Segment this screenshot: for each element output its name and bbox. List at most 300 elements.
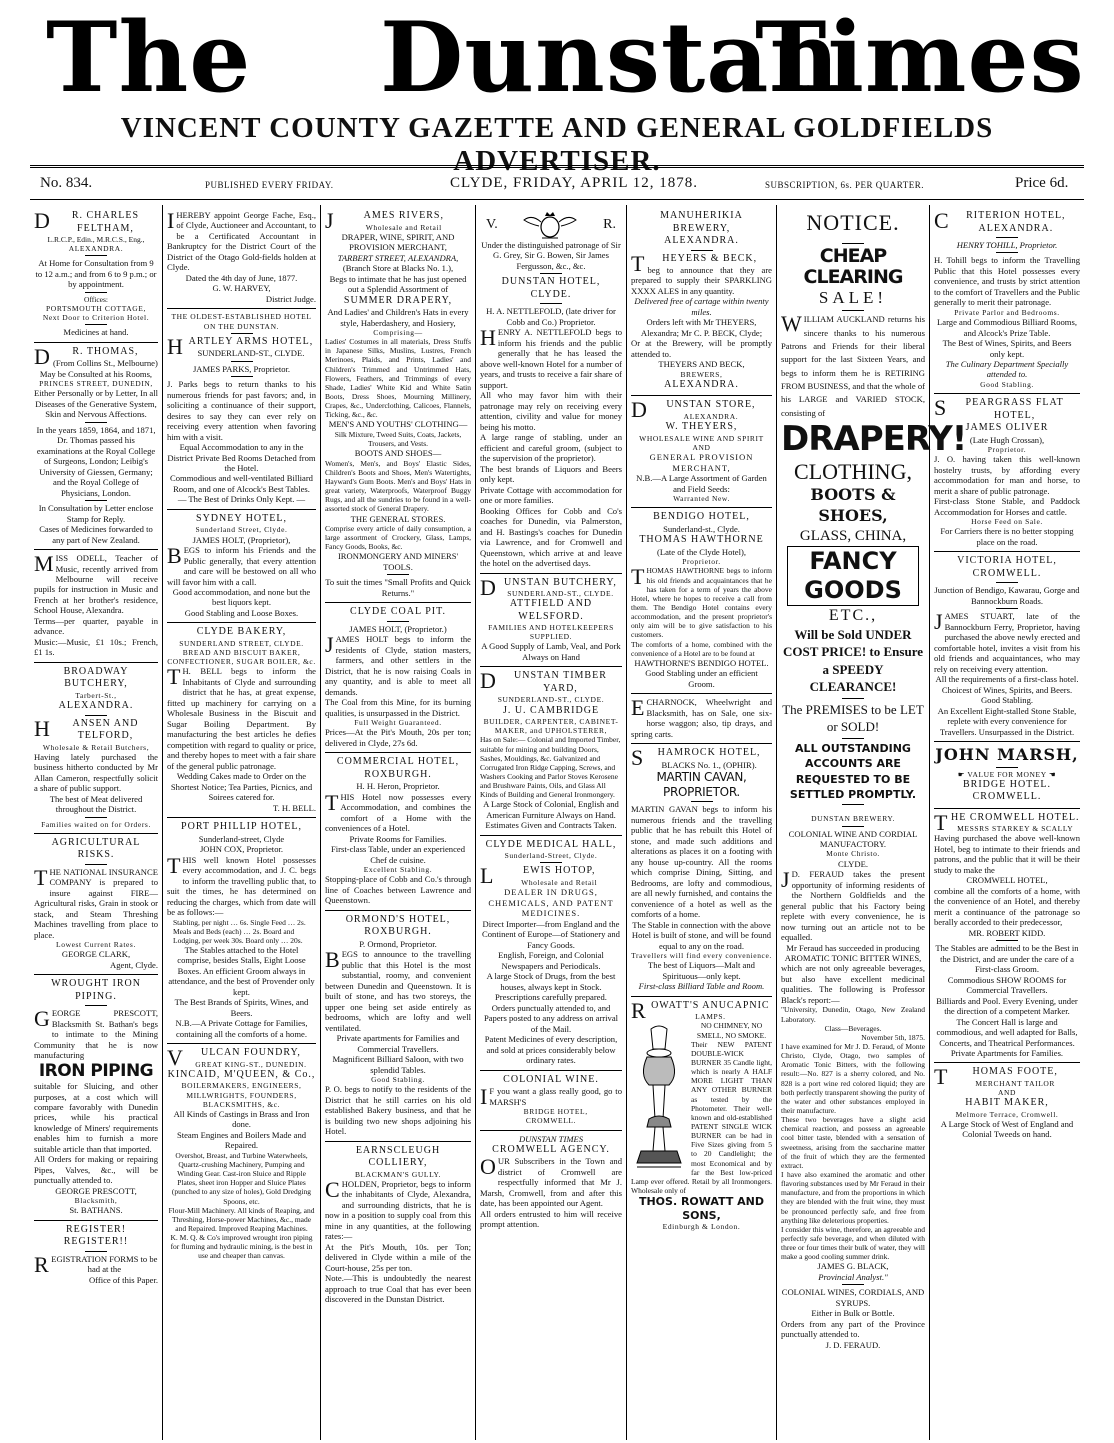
ad-text: Sunderland Street, Clyde. <box>195 525 288 535</box>
ad-text: Travellers will find every convenience. <box>631 951 772 961</box>
ad-feraud <box>781 811 925 1354</box>
ad-text: ILLIAM AUCKLAND returns his sincere thanks to his numerous Patrons and Friends for their liberal support for the last Sixteen Years, and begs to inform them he is RETIRING FROM BUSINESS, and that the whole of his LARGE and VARIED STOCK, consisting of <box>781 314 925 418</box>
ad-heading: DUNSTAN BREWERY. <box>811 814 895 824</box>
ad-text: PRINCES STREET, DUNEDIN, <box>39 379 153 389</box>
ad-text: GENERAL PROVISION MERCHANT, <box>649 451 754 473</box>
ad-text: Prices—At the Pit's Mouth, 20s per ton; delivered in Clyde, 27s 6d. <box>325 727 471 748</box>
ad-text: Proprietor. <box>987 445 1027 455</box>
ad-text: Stopping-place of Cobb and Co.'s through line of Coaches between Lawrence and Queenstown. <box>325 874 471 906</box>
ad-text: HEREBY appoint George Fache, Esq., of Clyde, Auctioneer and Accountant, to be a Certificated Accountant in Bankruptcy for the District Court of the District of the Otago Gold-fields holden at Clyde. <box>167 210 316 273</box>
ad-text: Orders punctually attended to, and Papers posted to any address on arrival of the Mail. <box>483 1002 619 1034</box>
ad-text: Offices: <box>83 294 109 304</box>
ad-text: Excellent Stabling. <box>363 865 433 875</box>
ad-text: EGS to inform his Friends and the Public generally, that every attention and care will be bestowed on all who will favor him with a call. <box>167 545 316 587</box>
ad-text: ROXBURGH. <box>364 768 432 780</box>
ad-text: GEORGE CLARK, <box>61 949 131 960</box>
ad-text: Mr Feraud has succeeded in producing <box>786 942 920 953</box>
ad-text: CROMWELL. <box>972 567 1042 579</box>
ad-ormonds-hotel <box>325 911 471 1142</box>
ad-text: Women's, Men's, and Boys' Elastic Sides, Children's Boots and Shoes, Men's Watertights, Hayward's Gum Boots. Men's and Boys' Hats in great variety, Waterproofs, Waterproof Buggy Rugs, and all the sundries to be found in a well-assorted stock of General Drapery. <box>325 458 471 514</box>
column-1 <box>30 205 162 1440</box>
ad-heading: BROADWAY BUTCHERY, <box>63 665 129 690</box>
ad-text: MEN'S AND YOUTHS' CLOTHING— <box>328 419 468 430</box>
ad-text: Overshot, Breast, and Turbine Waterwheels, Quartz-crushing Machinery, Pumping and Winding Gear. Cast-iron Sluice and Ripple Plates, sheet iron Hopper and Sluice Plates (punched to any size of holes), Gold Dredging Spoons, etc. <box>171 1150 312 1206</box>
etc-heading: ETC., <box>828 607 878 625</box>
ad-james-rivers <box>325 207 471 603</box>
ad-text: The Concert Hall is large and commodious, and well adapted for Balls, Concerts, and Theatrical Performances. <box>936 1016 1078 1048</box>
ad-text: ALEXANDRA. <box>978 222 1054 234</box>
ad-text: Patent Medicines of every description, and sold at prices considerably below ordinary rates. <box>484 1034 618 1066</box>
ad-text: St. BATHANS. <box>69 1205 123 1216</box>
ad-text: A large range of stabling, under an efficient and careful groom, (subject to the supervision of the proprietor). <box>480 432 622 464</box>
ad-text: GEORGE PRESCOTT, <box>55 1185 137 1196</box>
ad-text: (From Collins St., Melbourne) <box>53 358 158 369</box>
ad-text: JAMES PARKS, Proprietor. <box>192 363 291 374</box>
ad-text: Silk Mixture, Tweed Suits, Coats, Jackets, Trousers, and Vests. <box>334 429 462 449</box>
ad-medical-hall <box>480 836 622 1071</box>
drop-cap: J <box>934 609 943 635</box>
ad-text: SUNDERLAND-ST., CLYDE. <box>497 695 605 705</box>
ad-text: EGISTRATION FORMS to be had at the <box>51 1253 158 1275</box>
ad-text: T. H. BELL. <box>272 802 316 813</box>
column-6 <box>776 205 967 1440</box>
ad-victoria-hotel <box>934 552 1080 742</box>
ad-text: HABIT MAKER, <box>965 1097 1049 1109</box>
cheap-clearing-heading: CHEAP CLEARING <box>803 244 903 288</box>
ad-text: Good Stabling. <box>371 1075 425 1085</box>
ad-rowatt-lamps <box>631 997 772 1235</box>
ad-text: W. THEYERS, <box>665 421 738 433</box>
ad-text: Their NEW PATENT DOUBLE-WICK BURNER 35 Candle light, which is nearly A HALF MORE LIGHT THAN ANY OTHER BURNER as tested by the Photometer. Their well-known and old-established PATENT SINGLE WICK BURNER can be had in Five Sizes giving from 5 to 20 Candlelight; the most Economical and by far the Best low-priced Lamp ever offered. Retail by all Ironmongers. Wholesale only of <box>631 1039 772 1195</box>
ad-text: JAMES G. BLACK, <box>817 1261 889 1272</box>
boots-heading: BOOTS & SHOES, <box>810 485 896 526</box>
drop-cap: T <box>934 809 949 835</box>
ad-text: In Consultation by Letter enclose Stamp for Reply. <box>38 503 154 524</box>
ad-text: K. M. Q. & Co's improved wrought iron piping for fluming and hydraulic mining, is the best in use and cheaper than canvas. <box>170 1233 313 1261</box>
ad-text: KINCAID, M'QUEEN, & Co., <box>167 1068 316 1080</box>
ad-text: MESSRS STARKEY & SCALLY <box>957 824 1074 834</box>
ad-text: HIS Hotel now possesses every Accommodation, and combines the comfort of a Home with the conveniences of a Hotel. <box>325 791 471 834</box>
ad-timber-yard <box>480 667 622 835</box>
masthead-title-the: The <box>46 1 252 114</box>
ad-text: ALEXANDRA. <box>58 700 134 712</box>
drop-cap: J <box>325 208 335 233</box>
ad-text: All orders entrusted to him will receive prompt attention. <box>480 1208 622 1230</box>
ad-display-heading: THOS. ROWATT AND SONS, <box>638 1195 765 1222</box>
ad-text: All Kinds of Castings in Brass and Iron done. <box>173 1108 310 1130</box>
ad-john-marsh <box>934 742 1080 809</box>
ad-text: Tarbert-St., <box>75 690 117 700</box>
drop-cap: J <box>781 867 790 893</box>
ad-text: BREWERS, <box>680 369 723 379</box>
drop-cap: R <box>34 1251 49 1277</box>
ad-text: Private Apartments for Families. <box>950 1048 1064 1058</box>
ad-text: UR Subscribers in the Town and district of Cromwell are respectfully informed that Mr J. Marsh, Cromwell, from and after this date, has been appointed our Agent. <box>480 1156 622 1209</box>
sale-heading: SALE! <box>818 287 888 307</box>
vr-right: R. <box>603 217 616 233</box>
ad-charnock <box>631 694 772 744</box>
drop-cap: L <box>480 863 495 889</box>
drop-cap: E <box>631 695 645 721</box>
ad-text: Medicines at hand. <box>63 327 129 338</box>
drop-cap: T <box>934 1064 949 1090</box>
ad-text: Office of this Paper. <box>88 1274 158 1285</box>
ad-text: May be Consulted at his Rooms, <box>39 368 153 379</box>
ad-text: District Judge. <box>265 293 316 304</box>
ad-heading: VICTORIA HOTEL, <box>957 555 1057 567</box>
ad-text: Melmore Terrace, Cromwell. <box>955 1109 1059 1119</box>
drop-cap: T <box>34 864 48 890</box>
ad-text: (Late of the Clyde Hotel), <box>656 546 746 557</box>
drop-cap: T <box>325 789 339 815</box>
drop-cap: C <box>325 1176 340 1202</box>
ad-text: ALEXANDRA. <box>68 244 124 254</box>
ad-text: Sunderland-st., Clyde. <box>663 523 740 534</box>
ad-text: Music:—Music, £1 10s.; French, £1 1s. <box>34 636 158 658</box>
ad-text: AND <box>997 1088 1017 1098</box>
ad-text: BUILDER, CARPENTER, CABINET-MAKER, and UPHOLSTERER, <box>483 717 619 736</box>
ad-text: Billiards and Pool. Every Evening, under the direction of a competent Marker. <box>936 995 1078 1017</box>
ad-text: CLYDE. <box>838 858 868 869</box>
column-4 <box>475 205 626 1440</box>
ad-text: The Coal from this Mine, for its burning qualities, is unsurpassed in the District. <box>325 697 471 718</box>
ad-text: THE OLDEST-ESTABLISHED HOTEL ON THE DUNSTAN. <box>171 312 312 331</box>
ad-text: Equal Accommodation to any in the District Private Bed Rooms Detached from the Hotel. <box>167 442 316 473</box>
masthead-title-times: Times <box>755 1 1085 114</box>
ad-text: I have also examined the aromatic and other flavoring substances used by Mr Feraud in their manufacture, and from the proportions in which they are blended with the fruit wine, they must be pronounced perfectly safe, and free from anything like deleterious properties. <box>781 1169 925 1225</box>
drop-cap: T <box>631 564 645 590</box>
ad-text: Flour-Mill Machinery. All kinds of Reaping, and Threshing, Horse-power Machines, &c., made and Repaired. Improved Reaping Machines. <box>168 1205 315 1233</box>
ad-text: which are not only agreeable beverages, but also have excellent medicinal qualities. The following is Professor Black's report:— <box>781 963 925 1005</box>
ad-text: IRONMONGERY AND MINERS' TOOLS. <box>337 551 459 572</box>
ad-heading: HE CROMWELL HOTEL. <box>951 811 1080 823</box>
ad-text: ALEXANDRA. <box>683 411 739 421</box>
ad-text: P. O. begs to notify to the residents of the District that he still carries on his old established Bakery business, and that he is building two new shops adjoining his Hotel. <box>325 1084 471 1137</box>
ad-hartley-arms <box>167 309 316 510</box>
ad-text: The best of Liquors—Malt and Spirituous—only kept. <box>648 960 755 981</box>
ad-bendigo-hotel <box>631 508 772 694</box>
drop-cap: D <box>631 397 648 423</box>
pointing-hand-icon: ☛ <box>957 769 968 779</box>
ad-text: Direct Importer—from England and the Continent of Europe—of Stationery and Fancy Goods. <box>482 918 620 950</box>
ad-text: JAMES OLIVER <box>965 422 1049 434</box>
ad-text: Wholesale and Retail <box>365 222 442 232</box>
ad-cromwell-hotel <box>934 809 1080 1064</box>
ad-text: The Culinary Department Specially attended to. <box>945 358 1069 380</box>
ad-text: H. Tohill begs to inform the Travelling Public that this Hotel possesses every convenience, and trusts by strict attention to the comfort of Travellers and the Public generally to merit their patronage. <box>934 255 1080 308</box>
ad-text: Good Stabling. <box>980 379 1034 389</box>
ad-feltham <box>34 207 158 343</box>
ad-text: Edinburgh & London. <box>662 1221 741 1231</box>
ad-text: Horse Feed on Sale. <box>971 517 1043 527</box>
ad-text: DRAPER, WINE, SPIRIT, AND PROVISION MERCHANT, <box>341 231 455 253</box>
ad-text: Ladies' Costumes in all materials, Dress Stuffs in Japanese Silks, Muslins, Lustres, French Merinoes, Plaids, and Prints, Ladies' and Children's Trimmed and Untrimmed Hats, Flowers, Feathers, and Trimmings of every Shade, Ladies' White Kid and White Satin Boots, Dress Shoes, Mourning Millinery, Crapes, &c., Underclothing, Calicoes, Flannels, Ticking, &c., &c. <box>325 337 471 420</box>
ad-text: J. U. CAMBRIDGE <box>502 704 600 716</box>
clothing-heading: CLOTHING, <box>794 458 912 484</box>
ad-heading: HEYERS & BECK, <box>662 252 758 264</box>
drop-cap: O <box>480 1154 496 1180</box>
ad-text: The Stables attached to the Hotel comprise, besides Stalls, Eight Loose Boxes. An efficient Groom always in attendance, and the best of Provender only kept. <box>168 944 315 997</box>
ad-text: BOOTS AND SHOES— <box>354 448 442 459</box>
ad-text: Either in Bulk or Bottle. <box>811 1308 895 1319</box>
ad-text: L.R.C.P., Edin., M.R.C.S., Eng., <box>47 235 145 244</box>
ad-heading: UNSTAN BUTCHERY, <box>504 576 617 588</box>
ad-earnscleugh <box>325 1142 471 1309</box>
premises-heading: The PREMISES to be LET or SOLD! <box>782 701 924 735</box>
ad-heading: PORT PHILLIP HOTEL, <box>181 821 302 833</box>
ad-text: HAWTHORNE'S BENDIGO HOTEL. <box>634 657 769 668</box>
drapery-heading: DRAPERY! <box>781 418 967 459</box>
ad-text: suitable for Sluicing, and other purposes, at a cost which will compare favorably with Dunedin prices, while his practical knowledge of Miners' requirements enables him to furnish a more suitable article than that imported. <box>34 1081 158 1154</box>
ad-text: FAMILIES AND HOTELKEEPERS SUPPLIED. <box>488 623 614 642</box>
ad-text: Estimates Given and Contracts Taken. <box>485 820 617 831</box>
ad-text: Monte Christo. <box>826 849 880 859</box>
ad-text: HOMAS HAWTHORNE begs to inform his old friends and acquaintances that he has taken for a term of years the above Hotel, where he hopes to receive a call from them. The Bendigo Hotel contains every accommodation, and the present proprietor's only aim will be to give satisfaction to his customers. <box>631 566 772 640</box>
ad-display-heading: IRON PIPING <box>38 1060 154 1081</box>
ad-text: THE GENERAL STORES. <box>350 513 446 524</box>
ad-heading: AMES RIVERS, <box>363 210 444 221</box>
drop-cap: D <box>480 668 497 694</box>
ad-clearing-sale <box>781 207 967 811</box>
ad-text: Comprising— <box>373 328 423 338</box>
subscription-note: SUBSCRIPTION, 6s. PER QUARTER. <box>765 180 924 190</box>
ad-text: BRIDGE HOTEL. <box>963 778 1051 790</box>
ad-text: CROMWELL HOTEL, <box>966 875 1048 886</box>
ad-text: A Large Stock of Colonial, English and American Furniture Always on Hand. <box>483 799 619 820</box>
ad-text: Families waited on for Orders. <box>41 819 151 829</box>
ad-text: J. Parks begs to return thanks to his numerous friends for past favors; and, in soliciting a continuance of their support, desires to say they can ever rely on receiving every attention when favoring him with a visit. <box>167 379 316 442</box>
ad-heading: HOMAS FOOTE, <box>972 1066 1058 1078</box>
ad-text: JOHN COX, Proprietor. <box>199 844 284 855</box>
ad-text: The best brands of Liquors and Beers only kept. <box>480 463 622 485</box>
column-7 <box>929 205 1084 1440</box>
ad-heading: RITERION HOTEL, <box>966 210 1066 221</box>
ad-text: I consider this wine, therefore, an agreeable and perfectly safe beverage, and when diluted with three or four times their bulk of water, they will make a good cooling summer drink. <box>781 1224 925 1262</box>
ad-heading: REGISTER! REGISTER!! <box>63 1223 129 1248</box>
ad-text: SUNDERLAND-ST., CLYDE. <box>197 348 305 359</box>
drop-cap: M <box>34 551 54 577</box>
ad-text: Magnificent Billiard Saloon, with two splendid Tables. <box>332 1054 464 1075</box>
ad-text: Note.—This is undoubtedly the nearest approach to true Coal that has ever been discovered in the Dunstan District. <box>325 1273 471 1305</box>
issue-number: No. 834. <box>40 175 93 191</box>
ad-text: (Branch Store at Blacks No. 1.), <box>342 263 454 274</box>
ad-text: Sunderland-Street, Clyde. <box>504 851 598 861</box>
drop-cap: C <box>934 208 950 233</box>
ad-text: GREAT KING-ST., DUNEDIN. <box>195 1059 307 1069</box>
ad-colonial-wine <box>480 1071 622 1131</box>
ad-text: P. Ormond, Proprietor. <box>359 938 437 949</box>
ad-text: H. BELL begs to inform the Inhabitants of Clyde and surrounding district that he has, at great expense, fitted up machinery for carrying on a Wholesale Business in the Biscuit and Sugar Boiling Department. By manufacturing the best articles he defies competition with regard to quality or price, and thereby hopes to meet with a fair share of the general public patronage. <box>167 666 316 771</box>
ad-heading: OWATT'S ANUCAPNIC <box>651 999 770 1011</box>
ad-text: WHOLESALE WINE AND SPIRIT <box>639 433 764 443</box>
ad-text: BOILERMAKERS, ENGINEERS, MILLWRIGHTS, FOUNDERS, BLACKSMITHS, &c. <box>181 1081 302 1109</box>
ad-heading: CLYDE BAKERY, <box>196 626 287 638</box>
ad-text: All Orders for making or repairing Pipes, Valves, &c., will be punctually attended to. <box>34 1154 158 1186</box>
ad-text: Commodious and well-ventilated Billiard Room, and one of Alcock's Best Tables. <box>170 473 313 494</box>
ad-heading: MANUHERIKIA BREWERY, <box>660 210 743 234</box>
ad-heading: ARTLEY ARMS HOTEL, <box>188 335 314 347</box>
ad-heading: PEARGRASS FLAT HOTEL, <box>965 397 1064 421</box>
ad-text: Agent, Clyde. <box>110 959 158 970</box>
ad-text: ALEXANDRA. <box>664 235 739 246</box>
ad-heading: ANSEN AND TELFORD, <box>72 717 139 742</box>
oil-lamp-icon <box>631 1023 687 1173</box>
ad-text: H. H. Heron, Proprietor. <box>356 781 440 792</box>
ad-text: The comforts of a home, combined with the convenience of a Hotel are to be found at <box>631 639 772 658</box>
ad-heading: DUNSTAN HOTEL, CLYDE. <box>501 276 601 300</box>
ad-text: All the requirements of a first-class hotel. <box>935 674 1079 685</box>
ad-heading: R. THOMAS, <box>72 345 139 357</box>
ad-text: ALEXANDRA. <box>664 378 739 390</box>
ad-text: ATTFIELD AND WELSFORD. <box>509 598 593 622</box>
ad-text: AMES HOLT begs to inform the residents of Clyde, station masters, farmers, and other settlers in the District, that he is now raising Coals in any quantity, and is able to meet all demands. <box>325 634 471 697</box>
ad-heading: ULCAN FOUNDRY, <box>200 1047 301 1059</box>
drop-cap: H <box>34 715 51 741</box>
ad-heading: ORMOND'S HOTEL, <box>345 913 451 925</box>
drop-cap: B <box>167 543 182 569</box>
ad-text: Either Personally or by Letter, In all Diseases of the Generative System, Skin and Nervous Affections. <box>34 388 158 420</box>
ad-text: Choicest of Wines, Spirits, and Beers. Good Stabling. <box>941 684 1073 706</box>
glass-heading: GLASS, CHINA, <box>799 527 907 544</box>
ad-text: BLACKMAN'S GULLY. <box>354 1169 442 1179</box>
ad-text: An Excellent Eight-stalled Stone Stable, replete with every convenience for Travellers. Unsurpassed in the District. <box>937 705 1077 737</box>
ad-text: AMES STUART, late of the Bannockburn Ferry, Proprietor, having purchased the above newly erected and comfortable hotel, invites a visit from his old friends and acquaintances, who may rely on receiving every attention. <box>934 611 1080 674</box>
ad-heading: COLONIAL WINE. <box>503 1073 599 1085</box>
ad-text: Comprise every article of daily consumption, a large assortment of Crockery, Glass, Lamps, Fancy Goods, Books, &c. <box>325 524 471 552</box>
ad-text: HENRY TOHILL, Proprietor. <box>956 240 1058 250</box>
column-3 <box>320 205 475 1440</box>
ad-text: HE NATIONAL INSURANCE COMPANY is prepared to insure against FIRE—Agricultural risks, Grain in stook or stack, and Steam Threshing Machines travelling from place to place. <box>34 866 158 940</box>
published-note: PUBLISHED EVERY FRIDAY. <box>205 180 334 190</box>
ad-text: These two beverages have a slight acid chemical reaction, and possess an agreeable cool bitter taste, blended with a sensation of sweetness, arising from the saccharine matter of the fruit of which they are the fermented extract. <box>781 1115 925 1170</box>
ad-sydney-hotel <box>167 510 316 624</box>
ad-text: A Large Stock of West of England and Colonial Tweeds on hand. <box>940 1118 1074 1140</box>
ad-text: Wholesale & Retail Butchers, <box>42 742 150 752</box>
price: Price 6d. <box>1015 175 1069 191</box>
ad-text: MERCHANT TAILOR <box>975 1078 1056 1088</box>
ad-text: Private Rooms for Families. <box>349 833 447 844</box>
ad-miss-odell <box>34 550 158 663</box>
ad-dunstan-store <box>631 396 772 508</box>
ad-text: PORTSMOUTH COTTAGE, <box>46 303 146 313</box>
ad-heading: EWIS HOTOP, <box>522 865 596 877</box>
ad-text: F you want a glass really good, go to MARSH'S <box>489 1086 622 1107</box>
ad-text: Booking Offices for Cobb and Co's coaches for Dunedin, via Palmerston, and H. Bastings's coaches for Dunedin via Lawrence, and for Cromwell and Queenstown, which arrive at and leave the hotel on the advertised days. <box>480 505 622 569</box>
ad-text: Lowest Current Rates. <box>56 940 136 950</box>
ad-text: To suit the times "Small Profits and Quick Returns." <box>325 577 471 598</box>
ad-text: COLONIAL WINE AND CORDIAL MANUFACTORY. <box>788 828 918 849</box>
ad-port-phillip <box>167 818 316 1044</box>
accounts-heading: ALL OUTSTANDING ACCOUNTS ARE REQUESTED TO BE SETTLED PROMPTLY. <box>789 741 917 801</box>
ad-text: At the Pit's Mouth, 10s. per Ton; delivered in Clyde within a mile of the Court-house, 25s per ton. <box>325 1241 471 1273</box>
ad-broadway-butchery <box>34 663 158 834</box>
royal-crest-icon <box>520 210 580 240</box>
ad-text: CROMWELL. <box>972 791 1042 803</box>
ad-thomas <box>34 343 158 550</box>
ad-text: Dated the 4th day of June, 1877. <box>185 272 298 283</box>
ad-text: D. FERAUD takes the present opportunity of informing residents of the Northern Goldfields and the general public that his Factory being replete with every convenience, he is now turning out an article not to be equalled. <box>781 869 925 943</box>
ad-heading: EARNSCLEUGH COLLIERY, <box>355 1144 441 1169</box>
ad-text: HOLDEN, Proprietor, begs to inform the inhabitants of Clyde, Alexandra, and surrounding districts, that he is now in a position to supply coal from this mine in any quantities, at the following rates:— <box>325 1178 471 1242</box>
ad-text: THEYERS AND BECK, <box>658 359 745 370</box>
ad-text: Good Stabling and Loose Boxes. <box>184 607 299 618</box>
ad-text: Large and Commodious Billiard Rooms, and Alcock's Prize Table. <box>937 317 1077 338</box>
ad-text: And Ladies' and Children's Hats in every style, Haberdashery, and Hosiery, <box>327 307 469 328</box>
ad-text: In the years 1859, 1864, and 1871, Dr. Thomas passed his examinations at the Royal College of Surgeons, London; Leibig's University of Giessen, Germany; and the Royal College of Physicians, London. <box>36 424 156 498</box>
ad-heading: COMMERCIAL HOTEL, <box>336 756 460 768</box>
ad-heading: CLYDE COAL PIT. <box>350 606 446 618</box>
vr-left: V. <box>486 217 498 233</box>
drop-cap: G <box>34 1006 50 1032</box>
ad-text: Delivered free of cartage within twenty miles. <box>634 296 769 317</box>
ad-text: SUMMER DRAPERY, <box>343 294 453 306</box>
ad-text: Private Cottage with accommodation for one or more families. <box>480 484 622 506</box>
ad-cromwell-agency <box>480 1131 622 1234</box>
ad-text: N.B.—A Large Assortment of Garden and Field Seeds: <box>636 473 767 494</box>
ad-text: DEALER IN DRUGS, CHEMICALS, AND PATENT MEDICINES. <box>488 887 614 919</box>
ad-text: Begs to intimate that he has just opened out a Splendid Assortment of <box>329 273 467 295</box>
ad-text: J. D. FERAUD. <box>825 1339 881 1350</box>
ad-text: Has on Sale:— Colonial and Imported Timber, suitable for mining and building Doors, Sashes, Mouldings, &c. Galvanized and Corrugated Iron Ridge Capping, Screws, and Washers Cooking and Parlor Stoves Kerosene and Brushware Paints, Oils, and Glass All Kinds of Building and General Ironmongery. <box>480 735 621 800</box>
fancy-goods-heading: FANCY GOODS <box>787 546 919 606</box>
ad-heading: HAMROCK HOTEL, <box>657 747 761 759</box>
ad-text: A Good Supply of Lamb, Veal, and Pork Always on Hand <box>481 641 621 662</box>
ad-text: English, Foreign, and Colonial Newspapers and Periodicals. <box>498 950 604 971</box>
ad-thomas-foote <box>934 1063 1080 1143</box>
drop-cap: D <box>34 343 51 369</box>
ad-text: Steam Engines and Boilers Made and Repaired. <box>176 1129 307 1151</box>
ad-text: The Best Brands of Spirits, Wines, and Beers. <box>174 997 309 1018</box>
dateline <box>30 175 1084 197</box>
ad-display-heading: MARTIN CAVAN, PROPRIETOR. <box>656 770 747 799</box>
ad-text: Full Weight Guaranteed. <box>354 718 442 728</box>
ad-text: "University, Dunedin, Otago, New Zealand Laboratory. <box>781 1005 925 1024</box>
ad-text: combine all the comforts of a home, with the convenience of an Hotel, and thereby merit a continuance of the patronage so berally accorded to their predecessor, <box>934 885 1080 928</box>
masthead <box>0 0 1114 191</box>
ad-text: AROMATIC TONIC BITTER WINES, <box>784 952 922 963</box>
ad-text: The best of Meat delivered throughout the District. <box>49 793 143 815</box>
ad-register <box>34 1221 158 1289</box>
ad-text: J. O. having taken this well-known hostelry trusts, by affording every accommodation for man and horse, to merit a share of public patronage. <box>934 454 1080 496</box>
ad-text: Orders left with Mr THEYERS, Alexandra; Mr C. P. BECK, Clyde; <box>640 317 763 338</box>
column-2 <box>162 205 320 1440</box>
drop-cap: H <box>167 333 184 359</box>
ad-text: A large Stock of Drugs, from the best houses, always kept in Stock. Prescriptions carefully prepared. <box>486 971 616 1003</box>
drop-cap: B <box>325 947 340 973</box>
drop-cap: I <box>167 208 175 233</box>
ad-heading: CLYDE MEDICAL HALL, <box>485 838 617 850</box>
ad-text: The Stable in connection with the above Hotel is built of stone, and will be found equal to any on the road. <box>631 919 772 951</box>
ad-text: Warranted New. <box>673 494 730 504</box>
place-date: CLYDE, FRIDAY, APRIL 12, 1878. <box>450 175 698 191</box>
ad-clyde-coal-pit <box>325 603 471 753</box>
ad-heading: BENDIGO HOTEL, <box>653 511 750 523</box>
ad-text: The Stables are admitted to be the Best in the District, and are under the care of a First-class Groom. <box>935 943 1079 975</box>
ad-text: Having purchased the above well-known Hotel, beg to intimate to their friends and patrons, and the public that it will be their study to make the <box>934 833 1080 875</box>
ad-text: Proprietor. <box>682 557 721 567</box>
ad-agricultural-risks <box>34 834 158 976</box>
ad-text: CHARNOCK, Wheelwright and Blacksmith, has on Sale, one six-horse waggon; also, tip drays, and spring carts. <box>631 697 772 739</box>
ad-dunstan-butchery <box>480 574 622 668</box>
ad-text: JAMES HOLT, (Proprietor.) <box>349 623 447 634</box>
ad-text: N.B.—A Private Cottage for Families, containing all the comforts of a home. <box>175 1018 308 1039</box>
drop-cap: S <box>631 745 645 771</box>
ad-text: Private Parlor and Bedrooms. <box>954 307 1060 317</box>
ad-text: First-class Stone Stable, and Paddock Accommodation for Horses and cattle. <box>934 496 1080 517</box>
ad-text: — The Best of Drinks Only Kept. — <box>177 494 306 505</box>
sold-heading: Will be Sold UNDER COST PRICE! to Ensure a SPEEDY CLEARANCE! <box>782 626 924 695</box>
ad-text: Good accommodation, and none but the best liquors kept. <box>172 586 311 608</box>
